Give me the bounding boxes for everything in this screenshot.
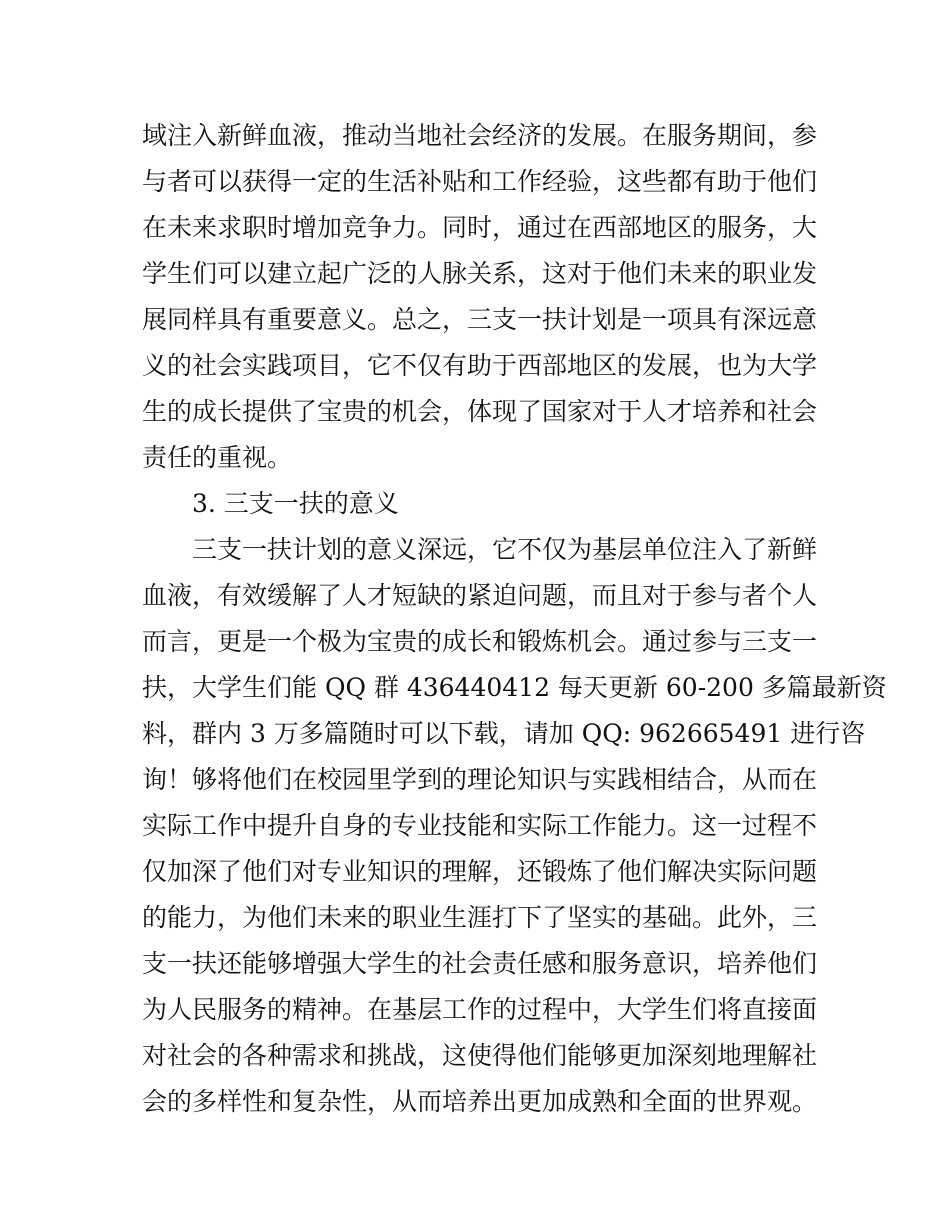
paragraph2-line-13: 会的多样性和复杂性，从而培养出更加成熟和全面的世界观。: [142, 1087, 818, 1116]
paragraph2-line-4: 扶，大学生们能 QQ 群 436440412 每天更新 60-200 多篇最新资: [142, 673, 887, 702]
paragraph2-line-2: 血液，有效缓解了人才短缺的紧迫问题，而且对于参与者个人: [142, 581, 818, 610]
paragraph1-line-7: 生的成长提供了宝贵的机会，体现了国家对于人才培养和社会: [142, 397, 818, 426]
paragraph2-line-12: 对社会的各种需求和挑战，这使得他们能够更加深刻地理解社: [142, 1041, 818, 1070]
paragraph1-line-3: 在未来求职时增加竞争力。同时，通过在西部地区的服务，大: [142, 213, 818, 242]
paragraph1-line-5: 展同样具有重要意义。总之，三支一扶计划是一项具有深远意: [142, 305, 818, 334]
paragraph1-line-8: 责任的重视。: [142, 443, 293, 472]
paragraph2-line-8: 仅加深了他们对专业知识的理解，还锻炼了他们解决实际问题: [142, 857, 818, 886]
paragraph2-line-9: 的能力，为他们未来的职业生涯打下了坚实的基础。此外，三: [142, 903, 818, 932]
paragraph2-line-5: 料，群内 3 万多篇随时可以下载，请加 QQ: 962665491 进行咨: [142, 719, 866, 748]
paragraph1-line-2: 与者可以获得一定的生活补贴和工作经验，这些都有助于他们: [142, 167, 818, 196]
paragraph1-line-6: 义的社会实践项目，它不仅有助于西部地区的发展，也为大学: [142, 351, 818, 380]
paragraph1-line-1: 域注入新鲜血液，推动当地社会经济的发展。在服务期间，参: [142, 121, 818, 150]
paragraph2-line-7: 实际工作中提升自身的专业技能和实际工作能力。这一过程不: [142, 811, 818, 840]
paragraph2-line-10: 支一扶还能够增强大学生的社会责任感和服务意识，培养他们: [142, 949, 818, 978]
paragraph2-line-3: 而言，更是一个极为宝贵的成长和锻炼机会。通过参与三支一: [142, 627, 818, 656]
paragraph2-line-6: 询！够将他们在校园里学到的理论知识与实践相结合，从而在: [142, 765, 818, 794]
paragraph1-line-4: 学生们可以建立起广泛的人脉关系，这对于他们未来的职业发: [142, 259, 818, 288]
paragraph2-line-11: 为人民服务的精神。在基层工作的过程中，大学生们将直接面: [142, 995, 818, 1024]
paragraph2-line-1: 三支一扶计划的意义深远，它不仅为基层单位注入了新鲜: [192, 535, 818, 564]
section-heading: 3. 三支一扶的意义: [192, 489, 399, 518]
